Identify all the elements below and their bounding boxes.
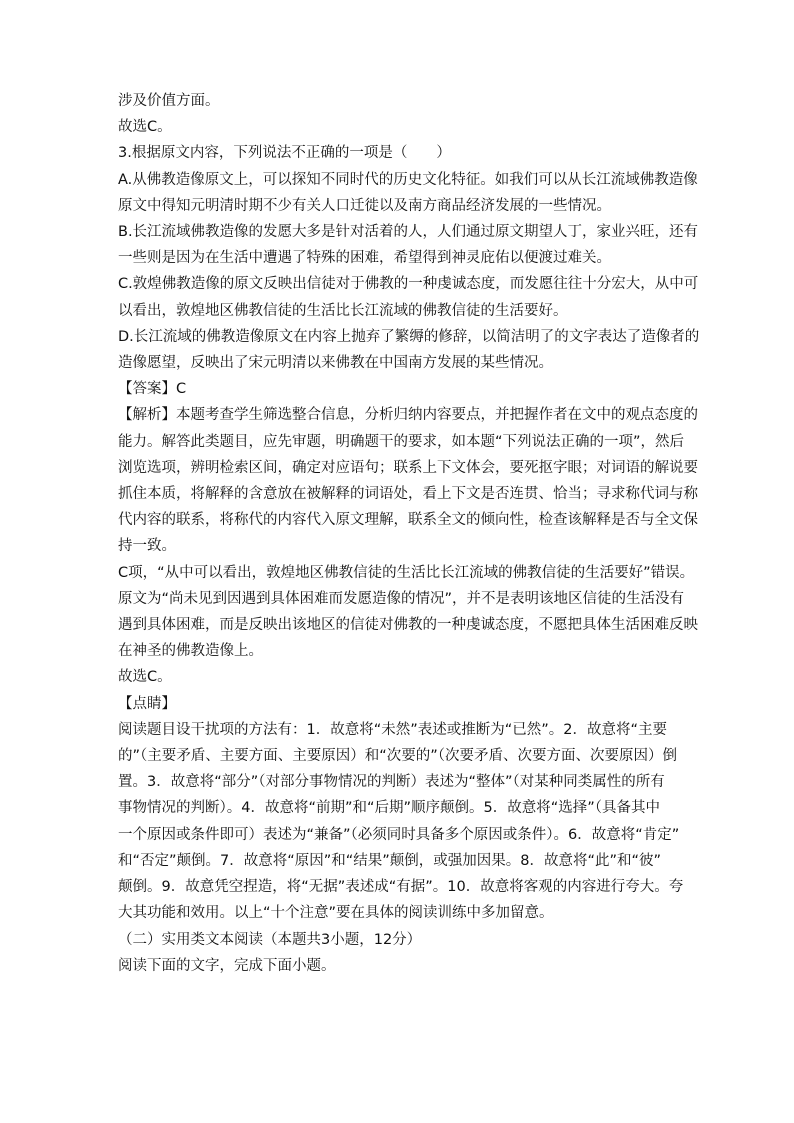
analysis-line: 【解析】本题考查学生筛选整合信息，分析归纳内容要点，并把握作者在文中的观点态度的 [118, 407, 698, 424]
analysis-line: 抓住本质，将解释的含意放在被解释的词语处，看上下文是否连贯、恰当；寻求称代词与称 [118, 486, 698, 503]
analysis-line: 能力。解答此类题目，应先审题，明确题干的要求，如本题“下列说法正确的一项”，然后 [118, 433, 685, 450]
option-b: B.长江流域佛教造像的发愿大多是针对活着的人，人们通过原文期望人丁，家业兴旺，还有 [118, 224, 699, 241]
option-a-cont: 原文中得知元明清时期不少有关人口迁徙以及南方商品经济发展的一些情况。 [118, 197, 611, 214]
analysis-line: 浏览选项，辨明检索区间，确定对应语句；联系上下文体会，要死抠字眼；对词语的解说要 [118, 459, 698, 476]
option-d-cont: 造像愿望，反映出了宋元明清以来佛教在中国南方发展的某些情况。 [118, 355, 553, 372]
text-line: 涉及价值方面。 [118, 93, 220, 109]
analysis-line: 遇到具体困难，而是反映出该地区的信徒对佛教的一种虔诚态度，不愿把具体生活困难反映 [118, 617, 698, 634]
analysis-line: 在神圣的佛教造像上。 [118, 643, 263, 660]
analysis-line: C项，“从中可以看出，敦煌地区佛教信徒的生活比长江流域的佛教信徒的生活要好”错误。 [118, 564, 695, 581]
option-d: D.长江流域的佛教造像原文在内容上抛弃了繁缛的修辞，以简洁明了的文字表达了造像者的 [118, 328, 700, 345]
tip-line: 置。3．故意将“部分”（对部分事物情况的判断）表述为“整体”（对某种同类属性的所有 [118, 774, 665, 791]
option-a: A.从佛教造像原文上，可以探知不同时代的历史文化特征。如我们可以从长江流域佛教造像 [118, 171, 698, 188]
tip-line: 和“否定”颠倒。7．故意将“原因”和“结果”颠倒，或强加因果。8．故意将“此”和“彼” [118, 852, 662, 869]
analysis-line: 原文为“尚未见到因遇到具体困难而发愿造像的情况”，并不是表明该地区信徒的生活没有 [118, 590, 685, 607]
tip-line: 的”（主要矛盾、主要方面、主要原因）和“次要的”（次要矛盾、次要方面、次要原因）倒 [118, 748, 678, 765]
question-stem: 3.根据原文内容，下列说法不正确的一项是（ ） [118, 145, 451, 162]
option-c: C.敦煌佛教造像的原文反映出信徒对于佛教的一种虔诚态度，而发愿往往十分宏大，从中可 [118, 276, 699, 293]
option-c-cont: 以看出，敦煌地区佛教信徒的生活比长江流域的佛教信徒的生活要好。 [118, 302, 568, 319]
document-page [118, 88, 700, 979]
section-heading: （二）实用类文本阅读（本题共3小题，12分） [118, 931, 422, 948]
text-line: 故选C。 [118, 669, 172, 686]
analysis-line: 持一致。 [118, 538, 176, 555]
tip-line: 事物情况的判断）。4．故意将“前期”和“后期”顺序颠倒。5．故意将“选择”（具备其中 [118, 800, 661, 817]
text-line: 故选C。 [118, 119, 172, 136]
answer-line: 【答案】C [118, 381, 187, 398]
tip-heading: 【点睛】 [118, 695, 176, 712]
tip-line: 阅读题目设干扰项的方法有：1．故意将“未然”表述或推断为“已然”。2．故意将“主要 [118, 721, 668, 738]
tip-line: 颠倒。9．故意凭空捏造，将“无据”表述成“有据”。10．故意将客观的内容进行夸大。夸 [118, 879, 684, 896]
tip-line: 大其功能和效用。以上“十个注意”要在具体的阅读训练中多加留意。 [118, 905, 554, 922]
instruction-line: 阅读下面的文字，完成下面小题。 [118, 957, 336, 974]
option-b-cont: 一些则是因为在生活中遭遇了特殊的困难，希望得到神灵庇佑以便渡过难关。 [118, 250, 611, 267]
analysis-line: 代内容的联系，将称代的内容代入原文理解，联系全文的倾向性，检查该解释是否与全文保 [118, 512, 698, 529]
tip-line: 一个原因或条件即可）表述为“兼备”（必须同时具备多个原因或条件）。6．故意将“肯定” [118, 826, 680, 843]
